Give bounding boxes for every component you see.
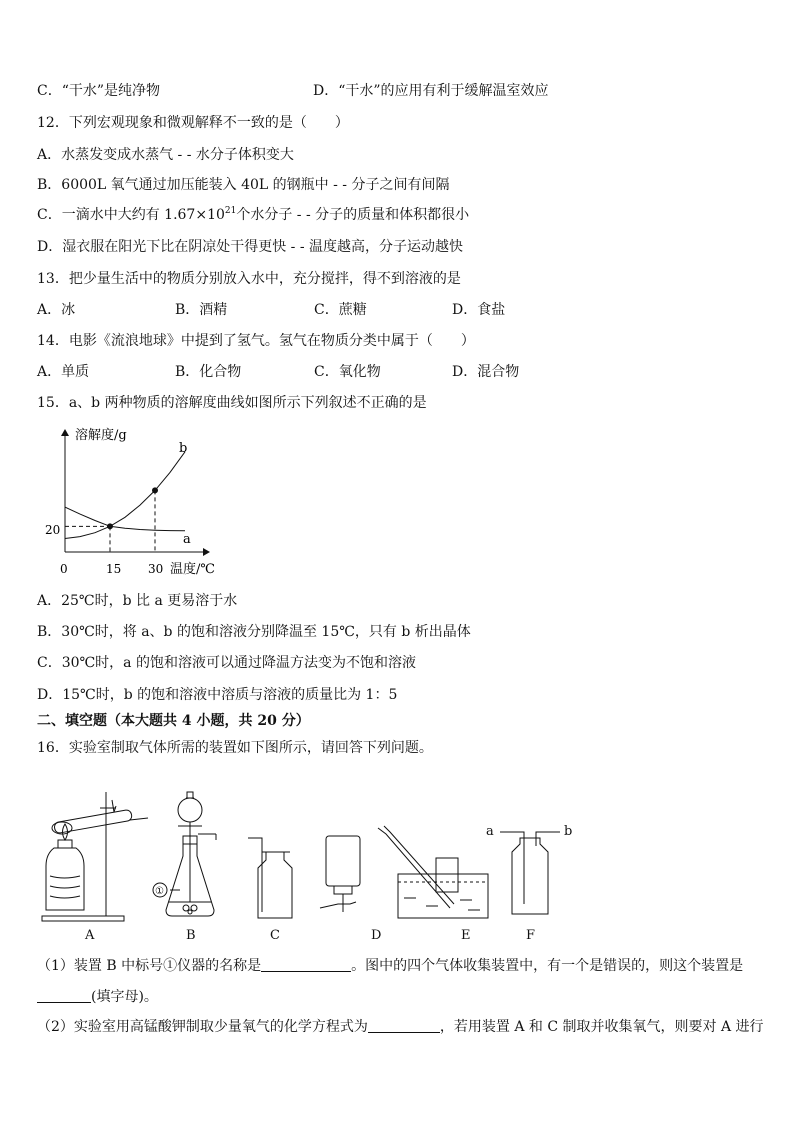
solubility-chart	[37, 422, 277, 582]
apparatus-b-flask	[153, 792, 216, 916]
q14-option-a: A．单质	[37, 364, 90, 380]
q16-answer-blank-3[interactable]	[368, 1018, 440, 1033]
q14-option-b: B．化合物	[175, 364, 242, 380]
apparatus-label-e: E	[461, 928, 471, 940]
q16-answer-blank-2[interactable]	[37, 988, 91, 1003]
q16-part-1-post: (填字母)。	[91, 989, 158, 1005]
apparatus-label-d: D	[371, 928, 382, 940]
apparatus-c-bottle	[248, 838, 292, 918]
chart-point-b-30	[152, 487, 158, 493]
q15-stem: 15．a、b 两种物质的溶解度曲线如图所示下列叙述不正确的是	[37, 395, 427, 411]
apparatus-f-label-b: b	[564, 824, 573, 839]
q13-option-c: C．蔗糖	[314, 302, 367, 318]
apparatus-figure	[40, 780, 600, 940]
q12-option-c-post: 个水分子 - - 分子的质量和体积都很小	[236, 207, 470, 223]
q15-option-a: A．25℃时，b 比 a 更易溶于水	[37, 593, 238, 609]
apparatus-label-f: F	[526, 928, 536, 940]
q15-option-d: D．15℃时，b 的饱和溶液中溶质与溶液的质量比为 1：5	[37, 687, 398, 703]
chart-series-a-label: a	[183, 532, 191, 547]
q13-option-a: A．冰	[37, 302, 76, 318]
q11-option-d: D．“干水”的应用有利于缓解温室效应	[313, 83, 549, 99]
q16-stem: 16．实验室制取气体所需的装置如下图所示，请回答下列问题。	[37, 740, 433, 756]
q14-option-d: D．混合物	[452, 364, 520, 380]
apparatus-marker-1: ①	[155, 886, 164, 897]
apparatus-f-label-a: a	[486, 824, 494, 839]
apparatus-a-heating-setup	[42, 792, 148, 921]
q12-option-a: A．水蒸发变成水蒸气 - - 水分子体积变大	[37, 147, 294, 163]
q12-stem: 12．下列宏观现象和微观解释不一致的是（ ）	[37, 115, 349, 131]
chart-x-label: 温度/℃	[170, 562, 215, 577]
q12-option-c	[37, 205, 469, 225]
q12-option-b: B．6000L 氧气通过加压能装入 40L 的钢瓶中 - - 分子之间有间隔	[37, 177, 450, 193]
q11-option-c: C．“干水”是纯净物	[37, 83, 161, 99]
q13-option-b: B．酒精	[175, 302, 228, 318]
q16-part-1-mid: 。图中的四个气体收集装置中，有一个是错误的，则这个装置是	[351, 958, 744, 974]
q16-part-1-line-2	[37, 987, 158, 1007]
chart-y-label: 溶解度/g	[75, 428, 127, 443]
q12-option-d: D．湿衣服在阳光下比在阴凉处干得更快 - - 温度越高，分子运动越快	[37, 239, 464, 255]
chart-series-b-label: b	[179, 441, 188, 456]
q15-option-b: B．30℃时，将 a、b 的饱和溶液分别降温至 15℃，只有 b 析出晶体	[37, 624, 471, 640]
chart-x-tick-0: 0	[60, 562, 68, 576]
section-2-title: 二、填空题（本大题共 4 小题，共 20 分）	[37, 713, 310, 729]
chart-x-tick-30: 30	[148, 562, 164, 576]
apparatus-label-c: C	[270, 928, 280, 940]
chart-x-tick-15: 15	[106, 562, 122, 576]
q16-answer-blank-1[interactable]	[261, 957, 351, 972]
apparatus-d-inverted-bottle	[320, 836, 360, 912]
q16-part-2-pre: （2）实验室用高锰酸钾制取少量氧气的化学方程式为	[37, 1019, 368, 1035]
q16-part-2-post: ，若用装置 A 和 C 制取并收集氧气，则要对 A 进行	[439, 1019, 764, 1035]
apparatus-label-a: A	[85, 928, 95, 940]
q14-stem: 14．电影《流浪地球》中提到了氢气。氢气在物质分类中属于（ ）	[37, 333, 475, 349]
chart-point-intersection	[107, 523, 113, 529]
apparatus-label-b: B	[186, 928, 196, 940]
q12-option-c-exponent: 21	[224, 206, 237, 216]
chart-series-b-line	[65, 452, 185, 539]
q16-part-2-line-1	[37, 1017, 764, 1037]
q13-option-d: D．食盐	[452, 302, 506, 318]
apparatus-e-water-trough	[378, 826, 488, 918]
q12-option-c-pre: C．一滴水中大约有 1.67×10	[37, 207, 225, 223]
chart-series-a-line	[65, 507, 185, 531]
q14-option-c: C．氧化物	[314, 364, 381, 380]
apparatus-f-wash-bottle	[486, 824, 572, 914]
q13-stem: 13．把少量生活中的物质分别放入水中，充分搅拌，得不到溶液的是	[37, 271, 461, 287]
q15-option-c: C．30℃时，a 的饱和溶液可以通过降温方法变为不饱和溶液	[37, 655, 416, 671]
q16-part-1-line-1	[37, 956, 743, 976]
chart-y-tick-20: 20	[45, 523, 61, 537]
q16-part-1-pre: （1）装置 B 中标号①仪器的名称是	[37, 958, 262, 974]
